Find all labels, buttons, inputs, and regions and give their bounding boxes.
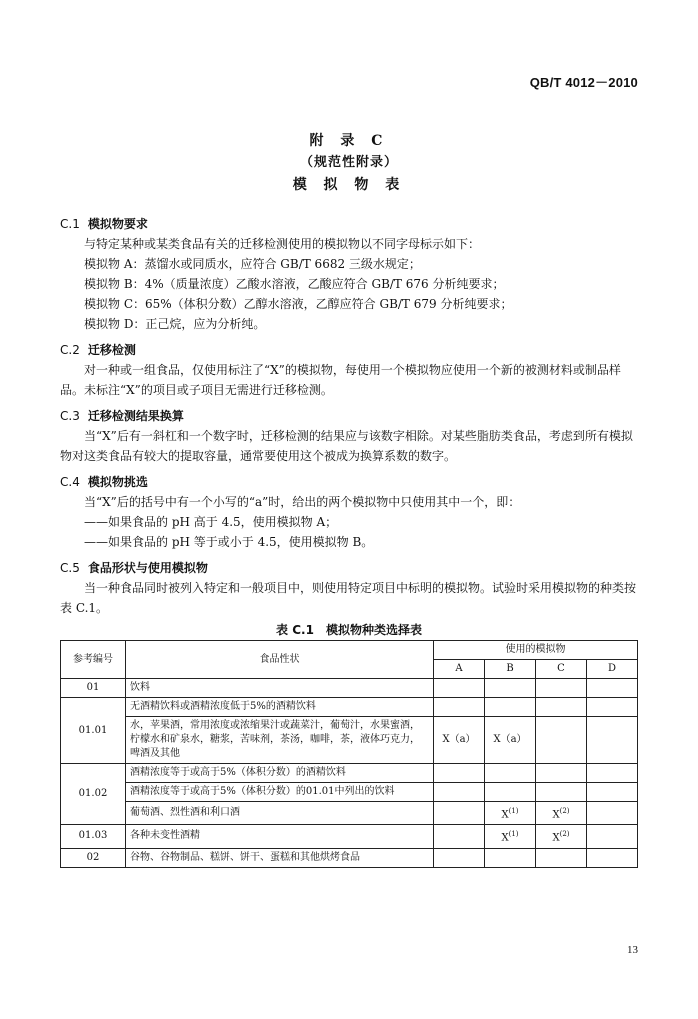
- cell-b: [485, 783, 536, 802]
- cell-d: [587, 802, 638, 825]
- section-number: C.2: [60, 343, 80, 357]
- table-row: [61, 679, 638, 698]
- paragraph: 模拟物 A：蒸馏水或同质水，应符合 GB/T 6682 三级水规定；: [84, 257, 421, 271]
- cell-code: 01: [61, 679, 126, 698]
- section-c2-heading: [60, 340, 638, 360]
- section-title: 迁移检测结果换算: [87, 409, 184, 423]
- table-row: [61, 717, 638, 764]
- table-caption: 表 C.1 模拟物种类选择表: [276, 623, 422, 637]
- cell-code: 02: [61, 848, 126, 867]
- cell-food: 谷物、谷物制品、糕饼、饼干、蛋糕和其他烘烤食品: [126, 848, 434, 867]
- cell-code: 01.03: [61, 825, 126, 848]
- header-code: 参考编号: [61, 641, 126, 679]
- paragraph: 当一种食品同时被列入特定和一般项目中，则使用特定项目中标明的模拟物。试验时采用模拟物的种类按表 C.1。: [60, 581, 637, 615]
- cell-c: [536, 679, 587, 698]
- section-c5-heading: [60, 558, 638, 578]
- appendix-type: （规范性附录）: [299, 155, 398, 170]
- cell-c: [536, 764, 587, 783]
- section-number: C.4: [60, 475, 80, 489]
- cell-c-mark: X: [552, 832, 560, 844]
- header-a: A: [434, 660, 485, 679]
- cell-c: [536, 783, 587, 802]
- cell-a: [434, 802, 485, 825]
- document-body: [60, 214, 638, 868]
- cell-b: [485, 679, 536, 698]
- cell-b-mark: X: [501, 832, 509, 844]
- cell-food: 酒精浓度等于或高于5%（体积分数）的01.01中列出的饮料: [126, 783, 434, 802]
- cell-c: [536, 825, 587, 848]
- cell-food: 饮料: [126, 679, 434, 698]
- cell-b: X（a）: [485, 717, 536, 764]
- footnote-ref: (2): [559, 830, 570, 839]
- cell-b: [485, 825, 536, 848]
- section-c1-heading: [60, 214, 638, 234]
- section-c4-heading: [60, 472, 638, 492]
- page-number: 13: [627, 944, 638, 956]
- cell-d: [587, 783, 638, 802]
- cell-c: [536, 802, 587, 825]
- table-row: [61, 848, 638, 867]
- cell-a: [434, 764, 485, 783]
- table-row: [61, 825, 638, 848]
- cell-a: [434, 679, 485, 698]
- cell-code: 01.02: [61, 764, 126, 825]
- appendix-label: 附 录 C: [309, 133, 389, 149]
- table-row: [61, 783, 638, 802]
- table-row: [61, 698, 638, 717]
- cell-b: [485, 802, 536, 825]
- section-c3-heading: [60, 406, 638, 426]
- section-title: 迁移检测: [87, 343, 136, 357]
- cell-food: 无酒精饮料或酒精浓度低于5%的酒精饮料: [126, 698, 434, 717]
- section-number: C.3: [60, 409, 80, 423]
- table-row: [61, 764, 638, 783]
- list-item: ——如果食品的 pH 等于或小于 4.5，使用模拟物 B。: [84, 535, 374, 549]
- header-food: 食品性状: [126, 641, 434, 679]
- header-d: D: [587, 660, 638, 679]
- cell-b-mark: X: [501, 809, 509, 821]
- cell-d: [587, 825, 638, 848]
- section-title: 模拟物要求: [87, 217, 148, 231]
- cell-c: [536, 698, 587, 717]
- cell-food: 酒精浓度等于或高于5%（体积分数）的酒精饮料: [126, 764, 434, 783]
- header-b: B: [485, 660, 536, 679]
- footnote-ref: (2): [559, 807, 570, 815]
- paragraph: 模拟物 C：65%（体积分数）乙醇水溶液，乙醇应符合 GB/T 679 分析纯要求；: [84, 297, 513, 311]
- cell-c: [536, 717, 587, 764]
- cell-b: [485, 848, 536, 867]
- paragraph: 模拟物 B：4%（质量浓度）乙酸水溶液，乙酸应符合 GB/T 676 分析纯要求；: [84, 277, 505, 291]
- cell-d: [587, 698, 638, 717]
- cell-food: 各种未变性酒精: [126, 825, 434, 848]
- cell-code: 01.01: [61, 698, 126, 764]
- paragraph: 当“X”后的括号中有一个小写的“a”时，给出的两个模拟物中只使用其中一个，即：: [84, 495, 521, 509]
- header-simulants-used: 使用的模拟物: [434, 641, 638, 660]
- cell-a: [434, 698, 485, 717]
- cell-d: [587, 848, 638, 867]
- appendix-title-block: [0, 130, 698, 196]
- footnote-ref: (1): [508, 807, 519, 815]
- cell-food: 葡萄酒、烈性酒和利口酒: [126, 802, 434, 825]
- cell-b: [485, 698, 536, 717]
- paragraph: 与特定某种或某类食品有关的迁移检测使用的模拟物以不同字母标示如下：: [84, 237, 481, 251]
- cell-d: [587, 679, 638, 698]
- list-item: ——如果食品的 pH 高于 4.5，使用模拟物 A；: [84, 515, 338, 529]
- table-row: [61, 802, 638, 825]
- cell-b: [485, 764, 536, 783]
- section-number: C.1: [60, 217, 80, 231]
- standard-code: QB/T 4012－2010: [529, 75, 638, 90]
- cell-c: [536, 848, 587, 867]
- header-c: C: [536, 660, 587, 679]
- cell-a: [434, 783, 485, 802]
- cell-d: [587, 764, 638, 783]
- paragraph: 模拟物 D：正己烷，应为分析纯。: [84, 317, 266, 331]
- cell-a: [434, 825, 485, 848]
- simulant-table: [60, 640, 638, 868]
- appendix-title: 模 拟 物 表: [292, 177, 406, 193]
- cell-d: [587, 717, 638, 764]
- section-number: C.5: [60, 561, 80, 575]
- section-title: 食品形状与使用模拟物: [87, 561, 208, 575]
- cell-a: [434, 848, 485, 867]
- cell-a: X（a）: [434, 717, 485, 764]
- paragraph: 对一种或一组食品，仅使用标注了“X”的模拟物，每使用一个模拟物应使用一个新的被测材料或制品样品。未标注“X”的项目或子项目无需进行迁移检测。: [60, 363, 621, 397]
- footnote-ref: (1): [508, 830, 519, 839]
- section-title: 模拟物挑选: [87, 475, 148, 489]
- cell-c-mark: X: [552, 809, 560, 821]
- paragraph: 当“X”后有一斜杠和一个数字时，迁移检测的结果应与该数字相除。对某些脂肪类食品，考虑到所有模拟物对这类食品有较大的提取容量，通常要使用这个被成为换算系数的数字。: [60, 429, 633, 463]
- cell-food: 水，苹果酒，常用浓度或浓缩果汁或蔬菜汁，葡萄汁，水果蜜酒，柠檬水和矿泉水，糖浆，苦味剂，茶汤，咖啡，茶，液体巧克力，啤酒及其他: [126, 717, 434, 764]
